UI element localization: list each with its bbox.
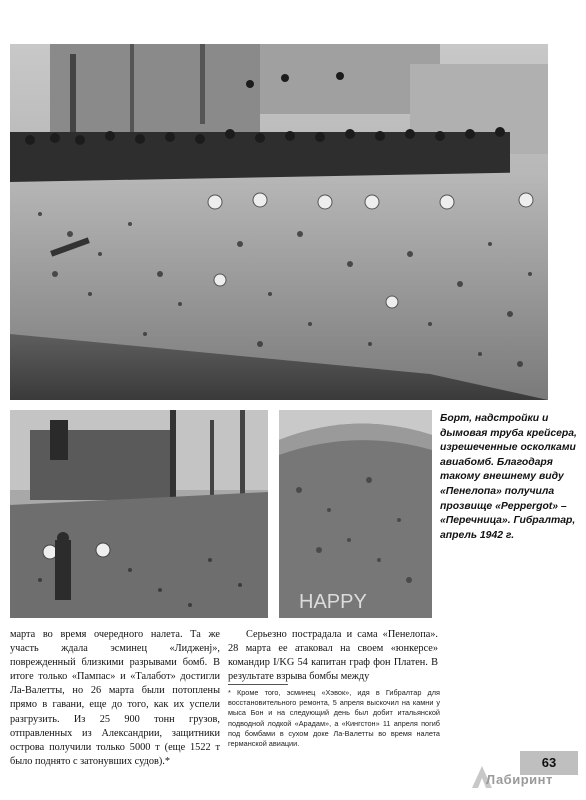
watermark-text: Лабиринт	[486, 772, 553, 787]
funnel-graffiti: HAPPY	[299, 591, 367, 613]
photo-funnel	[279, 410, 432, 618]
photo-cruiser-side	[10, 44, 548, 400]
photo-deck-superstructure	[10, 410, 268, 618]
footnote: * Кроме того, эсминец «Хэвок», идя в Гибралтар для восстановительного ремонта, 5 апреля выскочил на камни у мыса Бон и на следующий день был добит итальянской подводной лодкой «Арадам», а «Кингстон» 11 апреля погиб под бомбами в сухом доке Ла-Валетты во время налета германской авиации.	[228, 688, 440, 749]
page-number: 63	[520, 751, 578, 775]
footnote-rule	[228, 684, 288, 685]
photo-caption: Борт, надстройки и дымовая труба крейсера, изрешеченные осколками авиабомб. Благодаря такому внешнему виду «Пенелопа» получила прозвище «Peppergot» – «Перечница». Гибралтар, апрель 1942 г.	[440, 413, 577, 541]
body-text-left: марта во время очередного налета. Та же участь ждала эсминец «Лидженј», поврежденный близкими разрывами бомб. В итоге только «Пампас» и «Талабот» достигли Ла-Валетты, но 26 марта были потоплены прямо в гавани, еще до того, как их успели разгрузить. Из 25 900 тонн грузов, отправленных из Александрии, защитники острова получили только 5000 т (еще 1522 т было поднято с затонувших судов).*	[10, 629, 220, 767]
body-text-right: Серьезно пострадала и сама «Пенелопа». 28 марта ее атаковал на своем «юнкерсе» командир I/KG 54 капитан граф фон Платен. В результате взрыва бомбы между	[228, 629, 438, 683]
